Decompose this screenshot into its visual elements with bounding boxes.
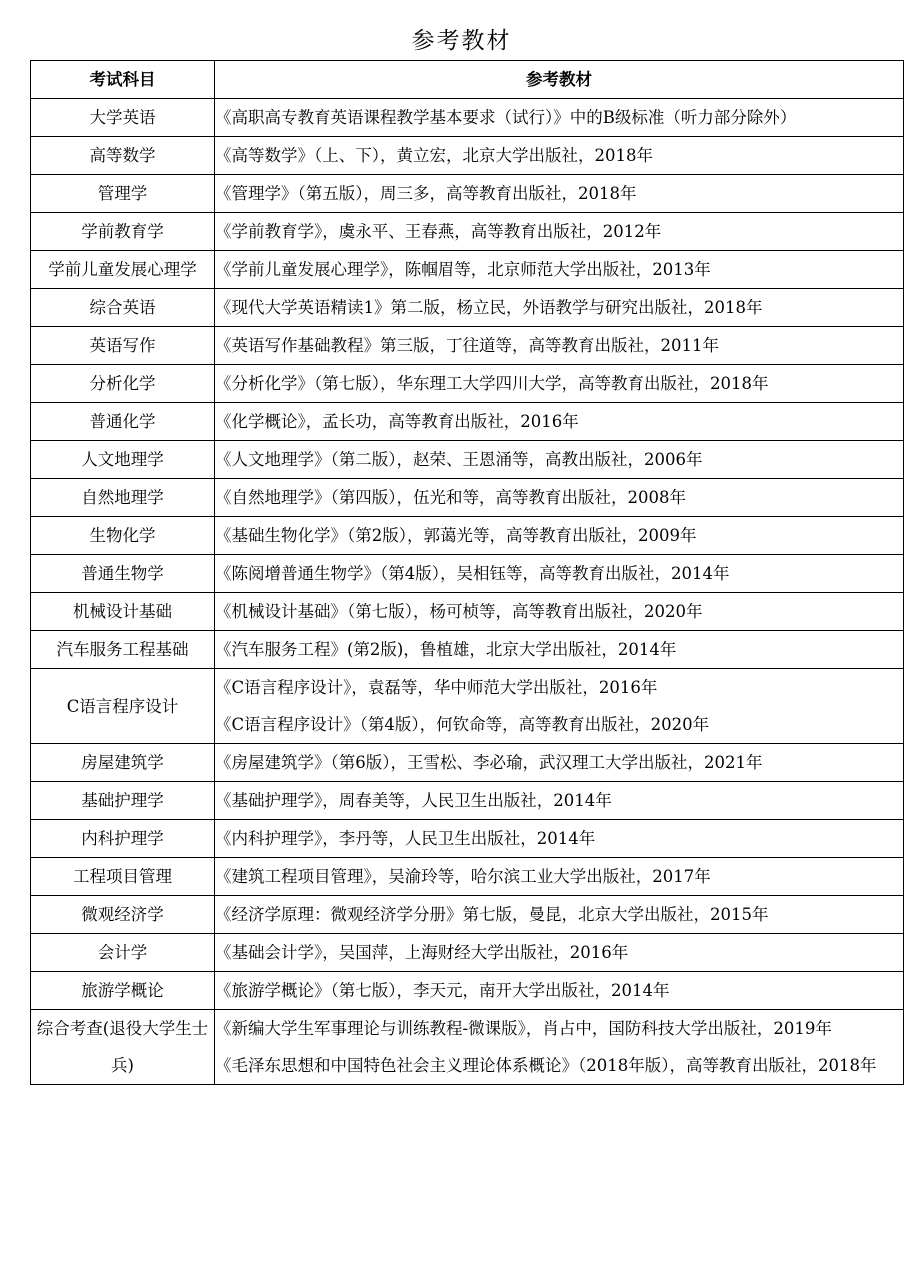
subject-cell: 基础护理学: [31, 782, 215, 820]
subject-cell: 高等数学: [31, 137, 215, 175]
table-row: [31, 972, 904, 1010]
table-row: [31, 782, 904, 820]
textbook-cell: [215, 251, 904, 289]
textbook-entry: 《建筑工程项目管理》，吴渝玲等，哈尔滨工业大学出版社，2017年: [215, 867, 711, 886]
subject-cell: 旅游学概论: [31, 972, 215, 1010]
table-row: [31, 441, 904, 479]
subject-cell: 综合英语: [31, 289, 215, 327]
subject-cell: 分析化学: [31, 365, 215, 403]
textbook-entry: 《C语言程序设计》（第4版），何钦命等，高等教育出版社，2020年: [215, 715, 710, 734]
subject-cell: 会计学: [31, 934, 215, 972]
textbook-cell: [215, 669, 904, 744]
table-row: [31, 934, 904, 972]
table-row: [31, 289, 904, 327]
subject-cell: 机械设计基础: [31, 593, 215, 631]
table-row: [31, 631, 904, 669]
textbook-cell: [215, 137, 904, 175]
textbook-entry: 《学前教育学》，虞永平、王春燕，高等教育出版社，2012年: [215, 222, 662, 241]
subject-cell: 工程项目管理: [31, 858, 215, 896]
textbook-entry: 《基础护理学》，周春美等，人民卫生出版社，2014年: [215, 791, 612, 810]
table-row: [31, 175, 904, 213]
textbook-entry: 《自然地理学》（第四版），伍光和等，高等教育出版社，2008年: [215, 488, 686, 507]
table-row: [31, 593, 904, 631]
textbook-entry: 《房屋建筑学》（第6版），王雪松、李必瑜，武汉理工大学出版社，2021年: [215, 753, 763, 772]
textbook-entry: 《化学概论》，孟长功，高等教育出版社，2016年: [215, 412, 579, 431]
textbook-entry: 《现代大学英语精读1》第二版，杨立民，外语教学与研究出版社，2018年: [215, 298, 763, 317]
textbook-entry: 《管理学》（第五版），周三多，高等教育出版社，2018年: [215, 184, 637, 203]
textbook-entry: 《毛泽东思想和中国特色社会主义理论体系概论》（2018年版），高等教育出版社，2018年: [215, 1056, 877, 1075]
textbook-cell: [215, 175, 904, 213]
textbook-cell: [215, 403, 904, 441]
textbook-cell: [215, 99, 904, 137]
textbook-cell: [215, 441, 904, 479]
textbook-cell: [215, 213, 904, 251]
table-row: [31, 820, 904, 858]
subject-cell: 普通化学: [31, 403, 215, 441]
table-row: [31, 744, 904, 782]
textbook-entry: 《经济学原理：微观经济学分册》第七版，曼昆，北京大学出版社，2015年: [215, 905, 769, 924]
textbook-entry: 《基础生物化学》（第2版），郭蔼光等，高等教育出版社，2009年: [215, 526, 697, 545]
textbook-cell: [215, 593, 904, 631]
table-row: [31, 99, 904, 137]
header-subject: 考试科目: [31, 61, 215, 99]
textbook-entry: 《C语言程序设计》，袁磊等，华中师范大学出版社，2016年: [215, 678, 658, 697]
subject-cell: 汽车服务工程基础: [31, 631, 215, 669]
subject-cell: 普通生物学: [31, 555, 215, 593]
textbook-entry: 《基础会计学》，吴国萍，上海财经大学出版社，2016年: [215, 943, 629, 962]
textbook-cell: [215, 744, 904, 782]
textbook-entry: 《人文地理学》（第二版），赵荣、王恩涌等，高教出版社，2006年: [215, 450, 703, 469]
textbook-cell: [215, 934, 904, 972]
subject-cell: 人文地理学: [31, 441, 215, 479]
textbook-cell: [215, 782, 904, 820]
subject-cell: 内科护理学: [31, 820, 215, 858]
textbook-entry: 《分析化学》（第七版），华东理工大学四川大学，高等教育出版社，2018年: [215, 374, 769, 393]
subject-cell: 管理学: [31, 175, 215, 213]
table-row: [31, 137, 904, 175]
textbook-cell: [215, 820, 904, 858]
table-row: [31, 896, 904, 934]
textbook-entry: 《旅游学概论》（第七版），李天元，南开大学出版社，2014年: [215, 981, 670, 1000]
table-row: [31, 251, 904, 289]
subject-cell: 自然地理学: [31, 479, 215, 517]
table-row: [31, 555, 904, 593]
reference-textbook-table: [30, 60, 904, 1085]
subject-cell: 英语写作: [31, 327, 215, 365]
textbook-entry: 《机械设计基础》（第七版），杨可桢等，高等教育出版社，2020年: [215, 602, 703, 621]
textbook-cell: [215, 479, 904, 517]
table-row: [31, 213, 904, 251]
textbook-entry: 《汽车服务工程》(第2版)，鲁植雄，北京大学出版社，2014年: [215, 640, 677, 659]
textbook-cell: [215, 631, 904, 669]
textbook-entry: 《新编大学生军事理论与训练教程-微课版》，肖占中，国防科技大学出版社，2019年: [215, 1019, 832, 1038]
table-row: [31, 403, 904, 441]
header-textbook: 参考教材: [215, 61, 904, 99]
textbook-cell: [215, 896, 904, 934]
textbook-cell: [215, 858, 904, 896]
subject-cell: 大学英语: [31, 99, 215, 137]
textbook-entry: 《内科护理学》，李丹等，人民卫生出版社，2014年: [215, 829, 596, 848]
textbook-cell: [215, 1010, 904, 1085]
textbook-entry: 《高职高专教育英语课程教学基本要求（试行）》中的B级标准（听力部分除外）: [215, 108, 797, 127]
textbook-cell: [215, 289, 904, 327]
subject-cell: 生物化学: [31, 517, 215, 555]
textbook-cell: [215, 517, 904, 555]
page-title: 参考教材: [411, 28, 512, 54]
subject-cell: 学前儿童发展心理学: [31, 251, 215, 289]
table-row: [31, 669, 904, 744]
table-row: [31, 1010, 904, 1085]
textbook-cell: [215, 972, 904, 1010]
textbook-cell: [215, 555, 904, 593]
table-row: [31, 517, 904, 555]
table-row: [31, 365, 904, 403]
subject-cell: C语言程序设计: [31, 669, 215, 744]
textbook-entry: 《英语写作基础教程》第三版，丁往道等，高等教育出版社，2011年: [215, 336, 719, 355]
table-header-row: [31, 61, 904, 99]
textbook-entry: 《陈阅增普通生物学》（第4版），吴相钰等，高等教育出版社，2014年: [215, 564, 730, 583]
textbook-entry: 《学前儿童发展心理学》，陈帼眉等，北京师范大学出版社，2013年: [215, 260, 711, 279]
subject-cell: 综合考查(退役大学生士兵): [31, 1010, 215, 1085]
table-row: [31, 479, 904, 517]
textbook-entry: 《高等数学》（上、下），黄立宏，北京大学出版社，2018年: [215, 146, 653, 165]
textbook-cell: [215, 365, 904, 403]
table-row: [31, 327, 904, 365]
subject-cell: 微观经济学: [31, 896, 215, 934]
table-row: [31, 858, 904, 896]
table-body: [31, 99, 904, 1085]
textbook-cell: [215, 327, 904, 365]
subject-cell: 房屋建筑学: [31, 744, 215, 782]
subject-cell: 学前教育学: [31, 213, 215, 251]
